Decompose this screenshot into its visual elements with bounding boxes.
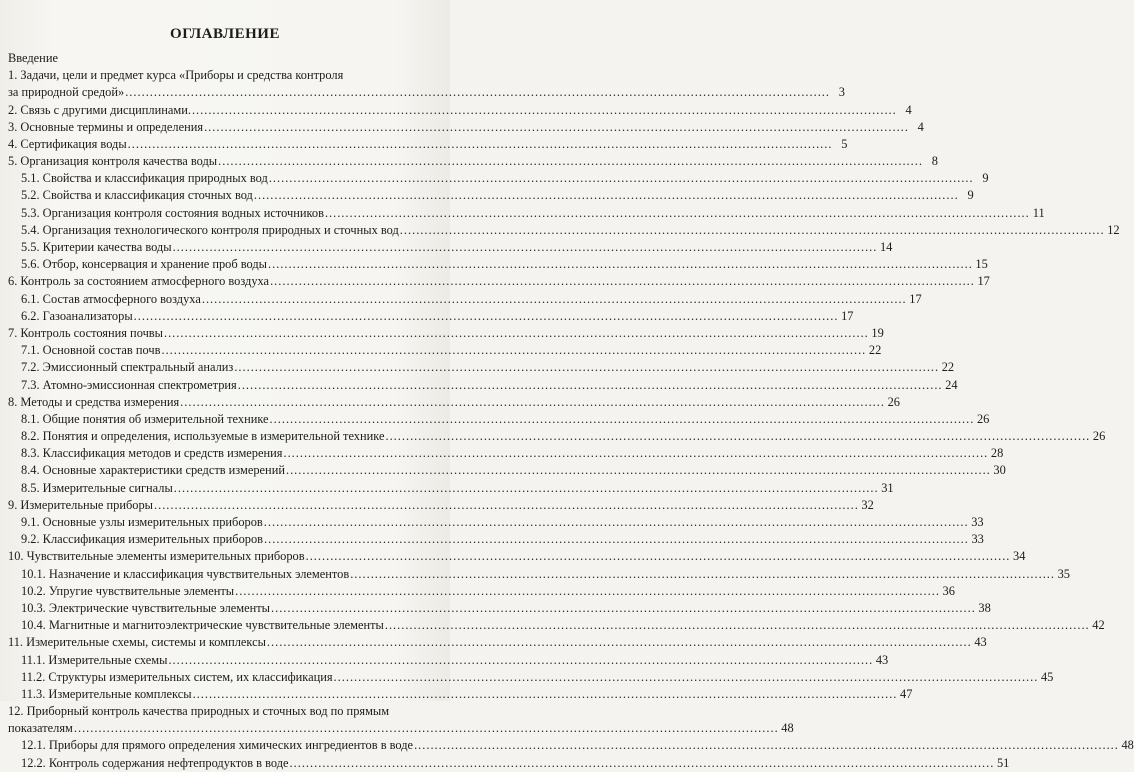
- toc-page-number: 9: [967, 188, 974, 203]
- toc-subentry: [8, 377, 958, 394]
- toc-entry-title: 10. Чувствительные элементы измерительных приборов: [8, 549, 305, 564]
- toc-entry: [8, 497, 874, 514]
- toc-subentry: [8, 239, 893, 256]
- toc-entry: [8, 634, 987, 651]
- toc-leader-dots: [218, 153, 923, 170]
- toc-leader-dots: [325, 205, 1030, 222]
- toc-page-number: 38: [978, 600, 991, 615]
- toc-leader-dots: [235, 583, 940, 600]
- toc-leader-dots: [264, 531, 969, 548]
- toc-page-number: 26: [976, 411, 990, 426]
- toc-page-number: 9: [982, 171, 989, 186]
- toc-subentry: [8, 755, 1010, 772]
- toc-entry-title: 8.3. Классификация методов и средств измерения: [21, 446, 283, 461]
- toc-leader-dots: [192, 102, 897, 119]
- toc-leader-dots: [267, 634, 972, 651]
- toc-entry: [8, 703, 444, 720]
- toc-leader-dots: [414, 737, 1119, 754]
- toc-subentry: [8, 256, 988, 273]
- toc-page-number: 48: [1121, 738, 1134, 753]
- toc-page-number: 22: [868, 343, 882, 358]
- toc-entry: [8, 325, 884, 342]
- toc-leader-dots: [270, 411, 975, 428]
- toc-leader-dots: [286, 462, 991, 479]
- toc-entry-title: 7.2. Эмиссионный спектральный анализ: [21, 360, 234, 375]
- toc-entry-title: 8.5. Измерительные сигналы: [21, 480, 173, 495]
- toc-page-number: 17: [977, 274, 990, 289]
- toc-subentry: [8, 566, 1070, 583]
- toc-entry-title: 5.3. Организация контроля состояния водных источников: [21, 205, 324, 220]
- toc-entry-title: 7.1. Основной состав почв: [21, 343, 161, 358]
- toc-subentry: [8, 669, 1054, 686]
- toc-entry-title: 7. Контроль состояния почвы: [8, 325, 163, 340]
- toc-subentry: [8, 411, 990, 428]
- toc-page-number: 30: [993, 463, 1006, 478]
- toc-leader-dots: [174, 480, 879, 497]
- toc-subentry: [8, 600, 991, 617]
- toc-page-number: 34: [1013, 549, 1026, 564]
- toc-leader-dots: [180, 394, 885, 411]
- toc-entry-title: 1. Задачи, цели и предмет курса «Приборы и средства контроля: [8, 68, 344, 83]
- toc-leader-dots: [283, 445, 988, 462]
- toc-entry-title: 10.3. Электрические чувствительные элементы: [21, 600, 271, 615]
- toc-entry-title: показателям: [8, 721, 73, 736]
- toc-leader-dots: [334, 669, 1039, 686]
- toc-page-number: 3: [838, 85, 845, 100]
- toc-page-number: 33: [971, 532, 984, 547]
- toc-subentry: [8, 652, 889, 669]
- toc-leader-dots: [271, 600, 976, 617]
- toc-entry-title: 3. Основные термины и определения: [8, 119, 204, 134]
- toc-entry-title: 5.6. Отбор, консервация и хранение проб воды: [21, 257, 268, 272]
- toc-entry: [8, 119, 924, 136]
- toc-entry-title: 6.2. Газоанализаторы: [21, 308, 133, 323]
- toc-entry-title: 9. Измерительные приборы: [8, 497, 154, 512]
- toc-page-number: 22: [941, 360, 955, 375]
- toc-leader-dots: [154, 497, 859, 514]
- toc-entry-title: 8.4. Основные характеристики средств измерений: [21, 463, 285, 478]
- toc-entry-title: 9.1. Основные узлы измерительных приборов: [21, 515, 263, 530]
- toc-entry-title: 8.1. Общие понятия об измерительной технике: [21, 411, 269, 426]
- toc-subentry: [8, 738, 1134, 755]
- toc-leader-dots: [400, 222, 1105, 239]
- toc-subentry: [8, 170, 989, 187]
- toc-leader-dots: [254, 187, 959, 204]
- toc-subentry: [8, 583, 955, 600]
- toc-page-number: 26: [1092, 429, 1106, 444]
- toc-subentry: [8, 428, 1106, 445]
- toc-subentry: [8, 291, 922, 308]
- toc-subentry: [8, 222, 1120, 239]
- toc-page-number: 26: [887, 394, 900, 409]
- toc-page-number: 45: [1040, 669, 1054, 684]
- toc-leader-dots: [204, 119, 909, 136]
- toc-entry-title: 4. Сертификация воды: [8, 136, 127, 151]
- toc-page-number: 17: [909, 291, 922, 306]
- toc-leader-dots: [125, 84, 830, 101]
- toc-subentry: [8, 342, 882, 359]
- toc-leader-dots: [168, 652, 873, 669]
- toc-entry-title: 5. Организация контроля качества воды: [8, 154, 218, 169]
- toc-page-number: 51: [996, 755, 1010, 770]
- toc-subentry: [8, 480, 894, 497]
- toc-page-number: 8: [931, 154, 938, 169]
- toc-leader-dots: [74, 720, 779, 737]
- toc-entry-title: 10.1. Назначение и классификация чувствительных элементов: [21, 566, 350, 581]
- toc-entry-title: 12. Приборный контроль качества природных и сточных вод по прямым: [8, 704, 390, 719]
- toc-page-number: 5: [841, 136, 848, 151]
- toc-entry-title: 7.3. Атомно-эмиссионная спектрометрия: [21, 377, 237, 392]
- toc-entry-title: 12.1. Приборы для прямого определения химических ингредиентов в воде: [21, 738, 414, 753]
- toc-entry-title: 8. Методы и средства измерения: [8, 394, 180, 409]
- toc-subentry: [8, 205, 1045, 222]
- toc-entry-title: 8.2. Понятия и определения, используемые в измерительной технике: [21, 429, 385, 444]
- toc-page-number: 32: [861, 497, 874, 512]
- toc-leader-dots: [268, 256, 973, 273]
- table-of-contents: [8, 50, 1134, 772]
- toc-leader-dots: [234, 359, 939, 376]
- toc-entry-title: 10.2. Упругие чувствительные элементы: [21, 583, 235, 598]
- toc-page-number: 43: [875, 652, 889, 667]
- toc-entry-title: 10.4. Магнитные и магнитоэлектрические чувствительные элементы: [21, 618, 384, 633]
- toc-page-number: 19: [871, 325, 884, 340]
- toc-entry: [8, 720, 794, 737]
- page-title: ОГЛАВЛЕНИЕ: [170, 26, 280, 42]
- toc-entry: [8, 273, 990, 290]
- toc-page-number: 31: [881, 480, 894, 495]
- toc-leader-dots: [202, 291, 907, 308]
- toc-page-number: 14: [879, 240, 893, 255]
- toc-subentry: [8, 514, 984, 531]
- toc-leader-dots: [164, 325, 869, 342]
- toc-entry-title: 12.2. Контроль содержания нефтепродуктов в воде: [21, 755, 289, 770]
- toc-subentry: [8, 359, 955, 376]
- toc-leader-dots: [269, 170, 974, 187]
- toc-subentry: [8, 463, 1006, 480]
- toc-page-number: 43: [974, 635, 987, 650]
- toc-leader-dots: [270, 273, 975, 290]
- toc-page-number: 47: [900, 686, 913, 701]
- toc-page-number: 33: [971, 515, 984, 530]
- toc-page-number: 42: [1092, 618, 1105, 633]
- toc-entry-title: 5.5. Критерии качества воды: [21, 240, 172, 255]
- toc-entry: [8, 548, 1026, 565]
- toc-leader-dots: [385, 428, 1090, 445]
- toc-entry-title: 11.3. Измерительные комплексы: [21, 686, 192, 701]
- toc-entry-title: 5.4. Организация технологического контроля природных и сточных вод: [21, 222, 399, 237]
- toc-entry-title: за природной средой»: [8, 85, 125, 100]
- toc-subentry: [8, 445, 1004, 462]
- toc-entry-title: 11.2. Структуры измерительных систем, их классификация: [21, 669, 333, 684]
- toc-entry: [8, 153, 938, 170]
- toc-entry-title: 5.1. Свойства и классификация природных вод: [21, 171, 268, 186]
- toc-page-number: 36: [942, 583, 955, 598]
- toc-page-number: 4: [905, 102, 912, 117]
- toc-leader-dots: [290, 755, 995, 772]
- toc-leader-dots: [238, 377, 943, 394]
- toc-leader-dots: [264, 514, 969, 531]
- toc-entry-title: 11. Измерительные схемы, системы и комплексы: [8, 635, 266, 650]
- toc-entry-title: 6. Контроль за состоянием атмосферного воздуха: [8, 274, 270, 289]
- toc-entry: [8, 67, 444, 84]
- toc-entry: [8, 394, 900, 411]
- toc-entry-title: 5.2. Свойства и классификация сточных вод: [21, 188, 253, 203]
- toc-leader-dots: [193, 686, 898, 703]
- toc-leader-dots: [128, 136, 833, 153]
- toc-entry: [8, 102, 912, 119]
- toc-page-number: 48: [781, 721, 794, 736]
- toc-entry: [8, 84, 845, 101]
- toc-leader-dots: [306, 548, 1011, 565]
- toc-subentry: [8, 531, 984, 548]
- toc-leader-dots: [134, 308, 839, 325]
- toc-leader-dots: [350, 566, 1055, 583]
- toc-intro: Введение: [8, 51, 58, 65]
- toc-subentry: [8, 308, 854, 325]
- toc-page-number: 11: [1032, 205, 1045, 220]
- toc-page-number: 35: [1057, 566, 1070, 581]
- toc-entry-title: 9.2. Классификация измерительных приборов: [21, 532, 264, 547]
- toc-page-number: 24: [945, 377, 958, 392]
- toc-page-number: 12: [1107, 222, 1120, 237]
- toc-subentry: [8, 686, 913, 703]
- toc-page-number: 28: [990, 446, 1004, 461]
- toc-entry-title: 11.1. Измерительные схемы: [21, 652, 168, 667]
- toc-page-number: 4: [917, 119, 924, 134]
- toc-leader-dots: [161, 342, 866, 359]
- toc-subentry: [8, 188, 974, 205]
- toc-subentry: [8, 617, 1105, 634]
- toc-leader-dots: [173, 239, 878, 256]
- toc-entry-title: 6.1. Состав атмосферного воздуха: [21, 291, 201, 306]
- toc-leader-dots: [385, 617, 1090, 634]
- toc-page-number: 15: [975, 257, 988, 272]
- toc-page-number: 17: [841, 308, 854, 323]
- toc-entry-title: 2. Связь с другими дисциплинами.: [8, 102, 191, 117]
- toc-entry: [8, 136, 848, 153]
